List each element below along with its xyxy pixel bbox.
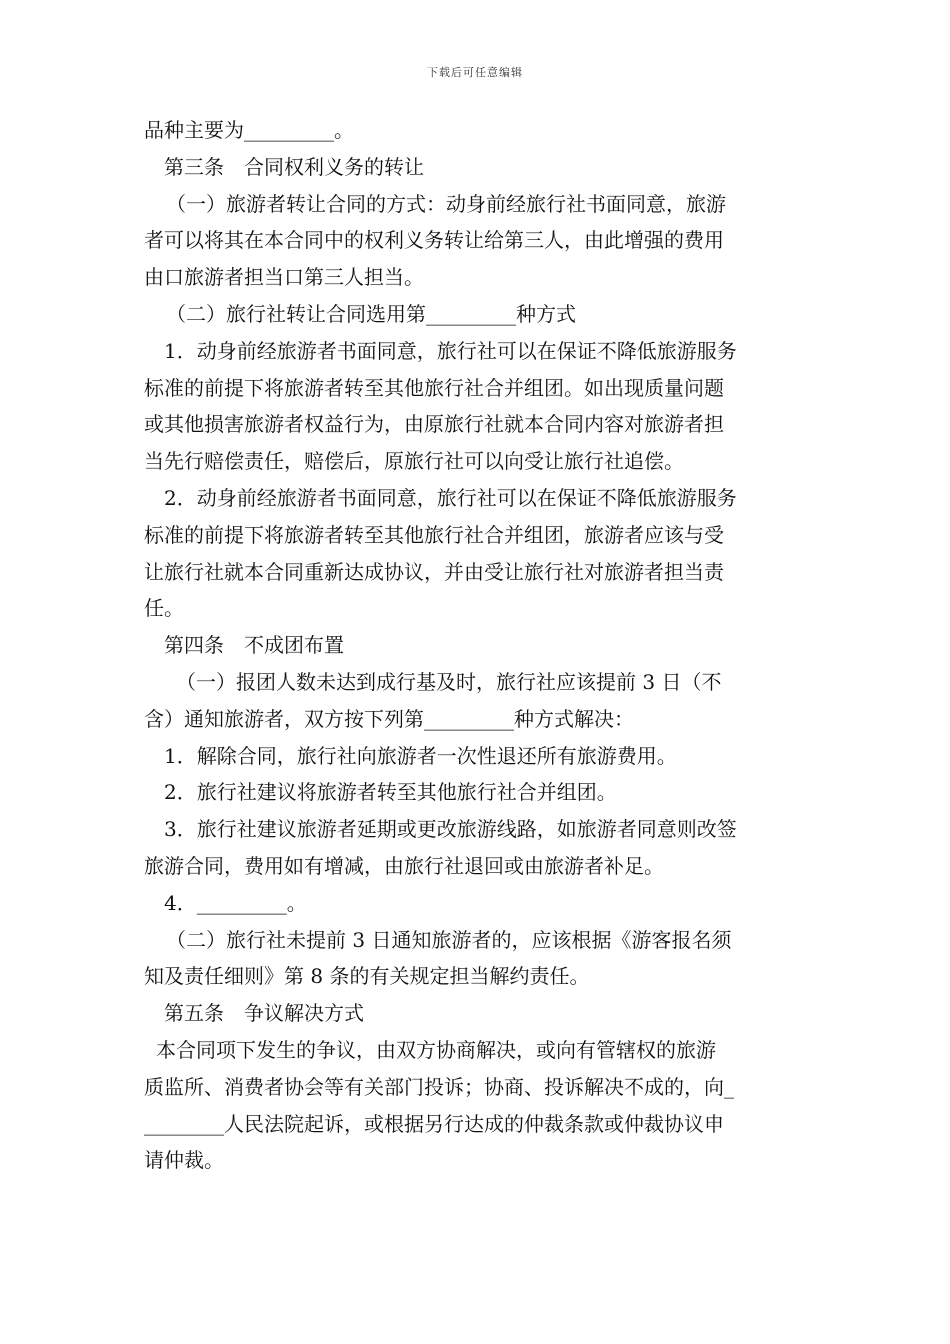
text-line: （二）旅行社转让合同选用第_________种方式 [166,301,576,326]
text-line: 或其他损害旅游者权益行为，由原旅行社就本合同内容对旅游者担 [144,412,724,437]
text-line: （一）旅游者转让合同的方式：动身前经旅行社书面同意，旅游 [166,191,726,216]
article-4-heading: 第四条 不成团布置 [164,633,344,658]
text-line: 含）通知旅游者，双方按下列第_________种方式解决： [144,706,634,731]
text-line: 标准的前提下将旅游者转至其他旅行社合并组团。如出现质量问题 [144,375,724,400]
text-line: 请仲裁。 [144,1148,224,1173]
text-line: 1．解除合同，旅行社向旅游者一次性退还所有旅游费用。 [164,743,677,768]
document-body [144,112,808,1179]
text-line: 当先行赔偿责任，赔偿后，原旅行社可以向受让旅行社追偿。 [144,449,684,474]
text-line: （二）旅行社未提前 3 日通知旅游者的，应该根据《游客报名须 [166,927,732,952]
text-line: 3．旅行社建议旅游者延期或更改旅游线路，如旅游者同意则改签 [164,817,737,842]
text-line: 任。 [144,596,184,621]
article-3-heading: 第三条 合同权利义务的转让 [164,154,424,179]
text-line: 由口旅游者担当口第三人担当。 [144,265,424,290]
text-line: ________人民法院起诉，或根据另行达成的仲裁条款或仲裁协议申 [144,1111,724,1136]
text-line: 质监所、消费者协会等有关部门投诉；协商、投诉解决不成的，向_ [144,1074,734,1099]
text-line: 4．_________。 [164,890,307,915]
text-line: （一）报团人数未达到成行基及时，旅行社应该提前 3 日（不 [176,669,722,694]
text-line: 1．动身前经旅游者书面同意，旅行社可以在保证不降低旅游服务 [164,338,737,363]
text-line: 2．旅行社建议将旅游者转至其他旅行社合并组团。 [164,780,617,805]
article-5-heading: 第五条 争议解决方式 [164,1001,364,1026]
text-line: 品种主要为_________。 [144,118,354,142]
text-line: 旅游合同，费用如有增减，由旅行社退回或由旅游者补足。 [144,853,664,878]
text-line: 2．动身前经旅游者书面同意，旅行社可以在保证不降低旅游服务 [164,485,737,510]
page-header: 下载后可任意编辑 [427,66,523,79]
text-line: 让旅行社就本合同重新达成协议，并由受让旅行社对旅游者担当责 [144,559,724,584]
text-line: 标准的前提下将旅游者转至其他旅行社合并组团，旅游者应该与受 [144,522,724,547]
text-line: 知及责任细则》第 8 条的有关规定担当解约责任。 [144,964,590,989]
text-line: 者可以将其在本合同中的权利义务转让给第三人，由此增强的费用 [144,228,724,253]
text-line: 本合同项下发生的争议，由双方协商解决，或向有管辖权的旅游 [156,1037,716,1062]
